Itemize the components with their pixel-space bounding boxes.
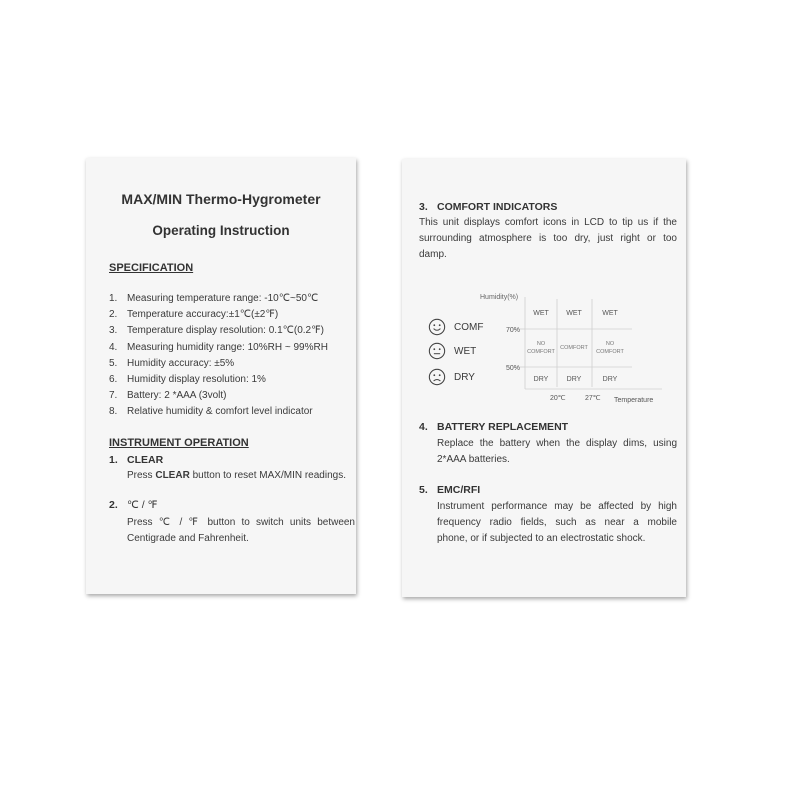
comfort-indicators-description: This unit displays comfort icons in LCD to tip us if the surrounding atmosphere is too dry, just right or too damp.: [419, 217, 677, 260]
sad-face-icon: [428, 368, 446, 386]
clear-heading: 1. CLEAR: [109, 454, 164, 466]
specification-list: [109, 291, 328, 421]
battery-replacement-description: Replace the battery when the display dims, using 2*AAA batteries.: [437, 438, 677, 465]
battery-replacement-heading: 4. BATTERY REPLACEMENT: [419, 421, 569, 433]
x-tick-27: 27℃: [585, 395, 601, 402]
temperature-axis-label: Temperature: [614, 397, 654, 404]
cell-dry: DRY: [566, 376, 582, 383]
cell-no-comfort: NO COMFORT: [596, 341, 624, 355]
x-tick-20: 20℃: [550, 395, 566, 402]
wet-legend-label: WET: [454, 345, 477, 357]
cell-no-comfort: NO COMFORT: [527, 341, 555, 355]
comfort-grid: [472, 287, 686, 407]
spec-item: 6. Humidity display resolution: 1%: [109, 373, 266, 385]
spec-item: 4. Measuring humidity range: 10%RH ~ 99%RH: [109, 341, 328, 353]
spec-item: 2. Temperature accuracy:±1℃(±2℉): [109, 309, 279, 321]
spec-item: 8. Relative humidity & comfort level indicator: [109, 406, 313, 418]
cell-wet: WET: [602, 310, 618, 317]
spec-item: 1. Measuring temperature range: -10℃~50℃: [109, 293, 319, 304]
dry-legend-label: DRY: [454, 371, 475, 383]
cell-wet: WET: [566, 310, 582, 317]
dry-legend-row: [428, 367, 475, 387]
instrument-operation-heading: INSTRUMENT OPERATION: [109, 437, 249, 449]
emc-rfi-description: Instrument performance may be affected by high frequency radio fields, such as near a mobile phone, or if subjected to an electrostatic shock.: [437, 501, 677, 544]
comfort-legend-label: COMF: [454, 321, 484, 333]
smiley-face-icon: [428, 318, 446, 336]
cell-comfort: COMFORT: [560, 345, 588, 351]
comfort-indicators-heading: 3. COMFORT INDICATORS: [419, 201, 558, 213]
cell-wet: WET: [533, 310, 549, 317]
humidity-axis-label: Humidity(%): [480, 294, 519, 301]
neutral-face-icon: [428, 342, 446, 360]
instruction-card-right: [402, 159, 686, 597]
clear-description: Press CLEAR button to reset MAX/MIN readings.: [127, 470, 346, 481]
document-subtitle: Operating Instruction: [152, 223, 290, 238]
y-tick-50: 50%: [506, 365, 521, 372]
cell-dry: DRY: [602, 376, 618, 383]
spec-item: 7. Battery: 2 *AAA (3volt): [109, 390, 227, 402]
unit-toggle-heading: 2. ℃ / ℉: [109, 499, 158, 511]
specification-heading: SPECIFICATION: [109, 262, 194, 274]
spec-item: 5. Humidity accuracy: ±5%: [109, 357, 235, 369]
wet-legend-row: [428, 341, 476, 361]
y-tick-70: 70%: [506, 327, 521, 334]
emc-rfi-heading: 5. EMC/RFI: [419, 484, 481, 496]
document-title: MAX/MIN Thermo-Hygrometer: [121, 191, 321, 207]
instruction-card-left: [86, 158, 356, 594]
cell-dry: DRY: [533, 376, 549, 383]
spec-item: 3. Temperature display resolution: 0.1℃(0.2℉): [109, 325, 324, 337]
comfort-chart: [402, 287, 686, 407]
unit-toggle-description: Press ℃ / ℉ button to switch units between Centigrade and Fahrenheit.: [127, 517, 355, 544]
